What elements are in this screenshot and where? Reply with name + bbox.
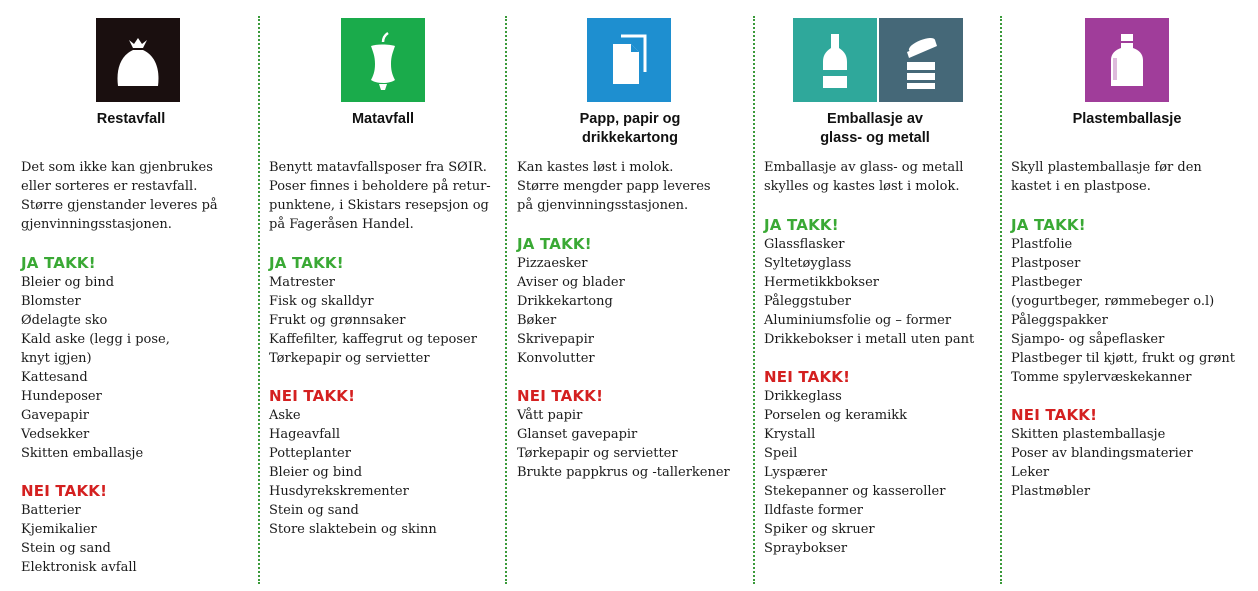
list-item: Spraybokser: [764, 541, 848, 556]
paper-sheets-icon: [587, 18, 671, 102]
glass-bottle-icon: [793, 18, 877, 102]
list-item: Hundeposer: [21, 389, 102, 404]
list-item: Plastbeger: [1011, 275, 1082, 290]
no-list: [269, 406, 437, 539]
list-item: Kjemikalier: [21, 522, 97, 537]
list-item: Skitten plastemballasje: [1011, 427, 1166, 442]
yes-section: [517, 235, 625, 368]
yes-section: [1011, 216, 1235, 387]
icon-row: [96, 18, 180, 102]
column-title: Plastemballasje: [1072, 111, 1182, 127]
yes-list: [517, 254, 625, 368]
list-item: Potteplanter: [269, 446, 351, 461]
list-item: Kaffefilter, kaffegrut og teposer: [269, 332, 477, 347]
list-item: Frukt og grønnsaker: [269, 313, 406, 328]
list-item: Drikkekartong: [517, 294, 613, 309]
list-item: Drikkeglass: [764, 389, 842, 404]
list-item: Blomster: [21, 294, 81, 309]
list-item: Påleggspakker: [1011, 313, 1108, 328]
icon-row: [793, 18, 963, 102]
yes-heading: JA TAKK!: [517, 235, 592, 253]
list-item: Sjampo- og såpeflasker: [1011, 332, 1165, 347]
icon-row: [587, 18, 671, 102]
list-item: Plastfolie: [1011, 237, 1073, 252]
list-item: Bleier og bind: [269, 465, 363, 480]
no-list: [517, 406, 730, 482]
column-matavfall: [269, 0, 499, 591]
yes-heading: JA TAKK!: [1011, 216, 1086, 234]
list-item: Stein og sand: [269, 503, 359, 518]
no-section: [764, 368, 945, 558]
list-item: Speil: [764, 446, 798, 461]
list-item: Elektronisk avfall: [21, 560, 137, 575]
yes-list: [1011, 235, 1235, 387]
list-item: Syltetøyglass: [764, 256, 852, 271]
column-divider: [1000, 16, 1002, 584]
list-item: Krystall: [764, 427, 816, 442]
no-heading: NEI TAKK!: [517, 387, 604, 405]
no-heading: NEI TAKK!: [21, 482, 108, 500]
icon-row: [1085, 18, 1169, 102]
list-item: Kattesand: [21, 370, 88, 385]
column-title: Restavfall: [96, 111, 166, 127]
list-item: Aviser og blader: [517, 275, 625, 290]
column-plastemballasje: [1011, 0, 1251, 591]
list-item: Konvolutter: [517, 351, 595, 366]
yes-list: [269, 273, 477, 368]
list-item: Brukte pappkrus og -tallerkener: [517, 465, 730, 480]
list-item: Husdyrekskrementer: [269, 484, 409, 499]
yes-list: [764, 235, 974, 349]
list-item: Tørkepapir og servietter: [269, 351, 430, 366]
column-title: Emballasje av glass- og metall: [820, 111, 930, 146]
list-item: Plastbeger til kjøtt, frukt og grønt: [1011, 351, 1235, 366]
column-divider: [753, 16, 755, 584]
column-intro: Kan kastes løst i molok. Større mengder papp leveres på gjenvinningsstasjonen.: [517, 160, 711, 213]
yes-heading: JA TAKK!: [764, 216, 839, 234]
list-item: (yogurtbeger, rømmebeger o.l): [1011, 294, 1215, 309]
list-item: knyt igjen): [21, 351, 92, 366]
list-item: Pizzaesker: [517, 256, 588, 271]
list-item: Kald aske (legg i pose,: [21, 332, 170, 347]
list-item: Leker: [1011, 465, 1050, 480]
list-item: Bleier og bind: [21, 275, 115, 290]
no-section: [21, 482, 137, 577]
list-item: Vedsekker: [21, 427, 90, 442]
column-divider: [505, 16, 507, 584]
list-item: Spiker og skruer: [764, 522, 875, 537]
list-item: Porselen og keramikk: [764, 408, 908, 423]
list-item: Matrester: [269, 275, 335, 290]
list-item: Hermetikkbokser: [764, 275, 880, 290]
yes-section: [21, 254, 170, 463]
no-section: [269, 387, 437, 539]
no-heading: NEI TAKK!: [1011, 406, 1098, 424]
list-item: Plastposer: [1011, 256, 1081, 271]
no-heading: NEI TAKK!: [269, 387, 356, 405]
list-item: Batterier: [21, 503, 81, 518]
yes-list: [21, 273, 170, 463]
plastic-bottle-icon: [1085, 18, 1169, 102]
list-item: Bøker: [517, 313, 557, 328]
column-intro: Benytt matavfallsposer fra SØIR. Poser finnes i beholdere på retur- punktene, i Skistars resepsjon og på Fageråsen Handel.: [269, 160, 491, 232]
column-restavfall: [21, 0, 241, 591]
list-item: Stekepanner og kasseroller: [764, 484, 946, 499]
no-list: [1011, 425, 1193, 501]
list-item: Skrivepapir: [517, 332, 594, 347]
column-divider: [258, 16, 260, 584]
list-item: Drikkebokser i metall uten pant: [764, 332, 975, 347]
column-title: Papp, papir og drikkekartong: [579, 111, 681, 146]
icon-row: [341, 18, 425, 102]
list-item: Store slaktebein og skinn: [269, 522, 437, 537]
list-item: Hageavfall: [269, 427, 341, 442]
list-item: Glanset gavepapir: [517, 427, 638, 442]
list-item: Tomme spylervæskekanner: [1011, 370, 1192, 385]
list-item: Aluminiumsfolie og – former: [764, 313, 952, 328]
list-item: Stein og sand: [21, 541, 111, 556]
yes-section: [269, 254, 477, 368]
no-section: [517, 387, 730, 482]
list-item: Ødelagte sko: [21, 313, 108, 328]
column-glass-metall: [764, 0, 996, 591]
list-item: Lyspærer: [764, 465, 828, 480]
yes-heading: JA TAKK!: [21, 254, 96, 272]
yes-section: [764, 216, 974, 349]
column-intro: Emballasje av glass- og metall skylles og kastes løst i molok.: [764, 160, 964, 194]
list-item: Aske: [269, 408, 301, 423]
list-item: Gavepapir: [21, 408, 89, 423]
column-intro: Skyll plastemballasje før den kastet i en plastpose.: [1011, 160, 1202, 194]
no-list: [764, 387, 945, 558]
list-item: Tørkepapir og servietter: [517, 446, 678, 461]
column-intro: Det som ikke kan gjenbrukes eller sorteres er restavfall. Større gjenstander leveres på gjenvinningsstasjonen.: [21, 160, 218, 232]
list-item: Ildfaste former: [764, 503, 863, 518]
apple-core-icon: [341, 18, 425, 102]
list-item: Vått papir: [517, 408, 583, 423]
list-item: Fisk og skalldyr: [269, 294, 374, 309]
column-papp: [517, 0, 749, 591]
yes-heading: JA TAKK!: [269, 254, 344, 272]
list-item: Skitten emballasje: [21, 446, 144, 461]
list-item: Poser av blandingsmaterier: [1011, 446, 1193, 461]
no-list: [21, 501, 137, 577]
no-section: [1011, 406, 1193, 501]
trash-bag-icon: [96, 18, 180, 102]
no-heading: NEI TAKK!: [764, 368, 851, 386]
list-item: Plastmøbler: [1011, 484, 1091, 499]
list-item: Påleggstuber: [764, 294, 851, 309]
list-item: Glassflasker: [764, 237, 845, 252]
column-title: Matavfall: [351, 111, 415, 127]
metal-can-icon: [879, 18, 963, 102]
